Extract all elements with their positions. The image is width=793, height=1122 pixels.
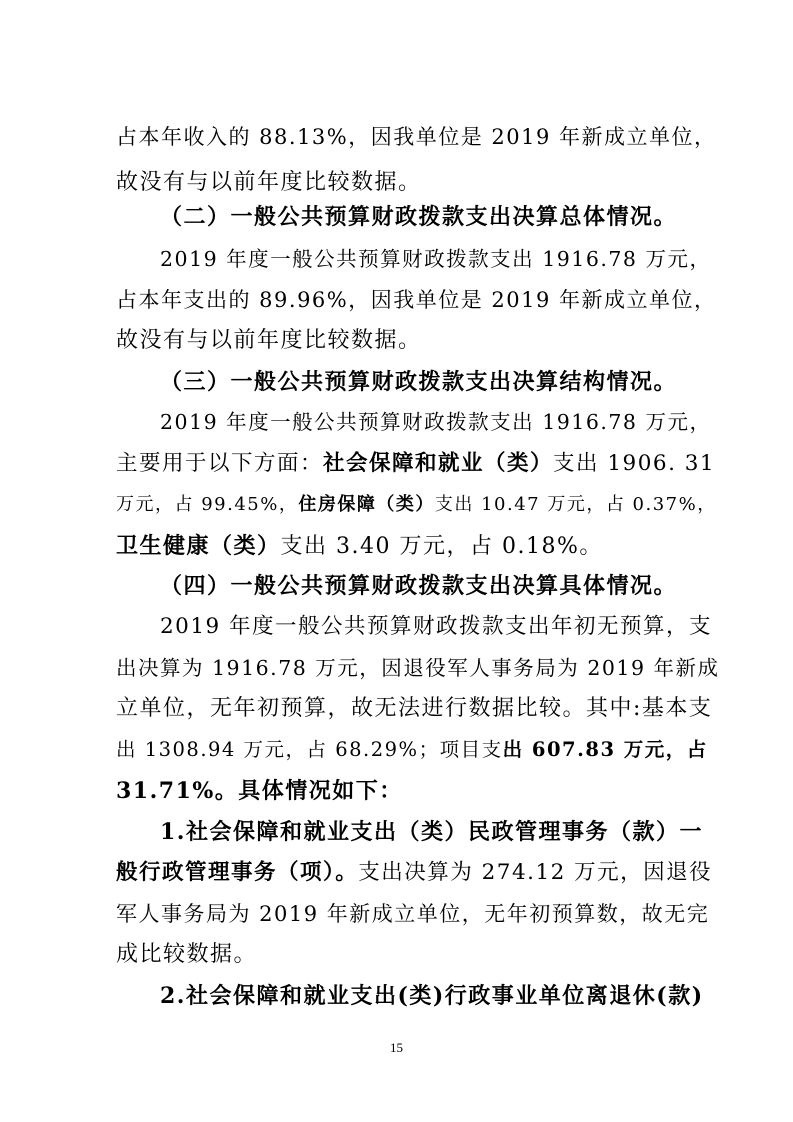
bold-run: 社会保障和就业（类）	[323, 451, 554, 476]
text-line: 占本年支出的 89.96%，因我单位是 2019 年新成立单位，	[116, 288, 717, 312]
text-run: 支出 10.47 万元，占 0.37%，	[434, 494, 717, 515]
text-line	[116, 449, 715, 479]
text-run: 支出 1906. 31	[553, 451, 716, 476]
text-run: 出 1308.94 万元，占 68.29%；项目支	[116, 738, 503, 761]
text-line	[116, 858, 712, 888]
section-heading-4: （四）一般公共预算财政拨款支出决算具体情况。	[160, 573, 678, 599]
text-line	[116, 735, 708, 765]
text-line: 2019 年度一般公共预算财政拨款支出年初无预算，支	[160, 614, 713, 639]
subsection-heading-2: 2.社会保障和就业支出(类)行政事业单位离退休(款)	[160, 983, 704, 1009]
section-heading-3: （三）一般公共预算财政拨款支出决算结构情况。	[160, 369, 678, 395]
text-line: 2019 年度一般公共预算财政拨款支出 1916.78 万元，	[160, 410, 712, 434]
subsection-heading-1: 1.社会保障和就业支出（类）民政管理事务（款）一	[160, 819, 703, 845]
text-line: 2019 年度一般公共预算财政拨款支出 1916.78 万元，	[160, 247, 712, 271]
text-line: 成比较数据。	[116, 942, 258, 967]
bold-run: 住房保障（类）	[298, 494, 435, 515]
text-line: 故没有与以前年度比较数据。	[116, 170, 422, 195]
text-line	[116, 531, 603, 562]
text-line: 31.71%。具体情况如下：	[116, 778, 403, 804]
text-run: 支出 3.40 万元，占 0.18%。	[280, 534, 603, 559]
text-line: 故没有与以前年度比较数据。	[116, 328, 422, 353]
page-number: 15	[390, 1040, 403, 1055]
bold-run: 出 607.83 万元，占	[502, 738, 708, 761]
text-line: 军人事务局为 2019 年新成立单位，无年初预算数，故无完	[116, 902, 710, 926]
text-run: 万元，占 99.45%，	[116, 494, 299, 515]
section-heading-2: （二）一般公共预算财政拨款支出决算总体情况。	[160, 204, 678, 230]
bold-run: 卫生健康（类）	[116, 533, 281, 559]
text-line: 占本年收入的 88.13%，因我单位是 2019 年新成立单位，	[116, 125, 717, 149]
text-line	[116, 490, 717, 520]
text-line: 立单位，无年初预算，故无法进行数据比较。其中:基本支	[116, 696, 713, 721]
text-line: 出决算为 1916.78 万元，因退役军人事务局为 2019 年新成	[116, 656, 720, 680]
text-run: 支出决算为 274.12 万元，因退役	[358, 860, 713, 885]
bold-run: 般行政管理事务（项）。	[116, 860, 359, 885]
text-run: 主要用于以下方面：	[116, 451, 324, 476]
